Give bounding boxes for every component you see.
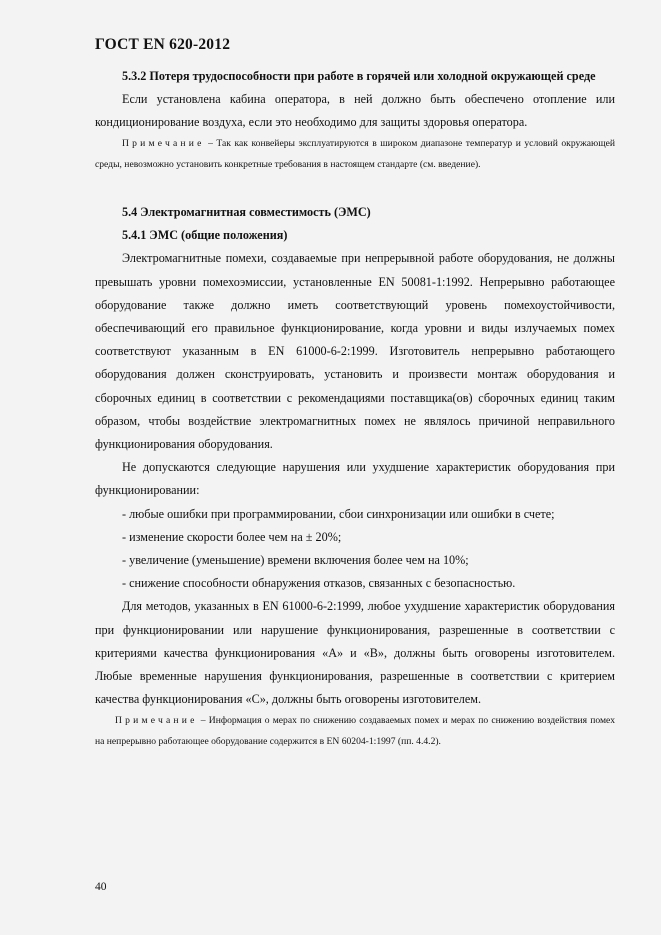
note-text: – Информация о мерах по снижению создаваемых помех и мерах по снижению воздействия помех на непрерывно работающее оборудование содержится в EN 60204-1:1997 (пп. 4.4.2). — [95, 715, 615, 747]
section-5-4-1-paragraph-1: Электромагнитные помехи, создаваемые при непрерывной работе оборудования, не должны превышать уровни помехоэмиссии, установленные EN 50081-1:1992. Непрерывно работающее оборудование также должно иметь соответствующий уровень помехоустойчивости, обеспечивающий его правильное функционирование, когда уровни и виды излучаемых помех соответствуют указанным в EN 61000-6-2:1999. Изготовитель непрерывно работающего оборудования должен сконструировать, установить и произвести монтаж оборудования и сборочных единиц в соответствии с рекомендациями поставщика(ов) сборочных единиц таким образом, чтобы воздействие электромагнитных помех не являлось причиной неправильного функционирования оборудования. — [95, 251, 615, 452]
section-5-3-2-heading: 5.3.2 Потеря трудоспособности при работе в горячей или холодной окружающей среде — [122, 69, 596, 83]
section-5-3-2-paragraph: Если установлена кабина оператора, в ней должно быть обеспечено отопление или кондиционирование воздуха, если это необходимо для защиты здоровья оператора. — [95, 92, 615, 130]
page-number: 40 — [95, 881, 107, 893]
section-5-4-1-paragraph-3: Для методов, указанных в EN 61000-6-2:1999, любое ухудшение характеристик оборудования при функционировании или нарушение функционирования, разрешенные в соответствии с критериями качества функционирования «А» и «В», должны быть оговорены изготовителем. Любые временные нарушения функционирования, разрешенные в соответствии с критерием качества функционирования «С», должны быть оговорены изготовителем. — [95, 599, 615, 707]
page-content — [95, 65, 615, 752]
list-item: - снижение способности обнаружения отказов, связанных с безопасностью. — [122, 576, 516, 591]
section-5-4-heading: 5.4 Электромагнитная совместимость (ЭМС) — [122, 205, 371, 220]
note-text: – Так как конвейеры эксплуатируются в широком диапазоне температур и условий окружающей среды, невозможно установить конкретные требования в настоящем стандарте (см. введение). — [95, 138, 615, 170]
list-item: - любые ошибки при программировании, сбои синхронизации или ошибки в счете; — [122, 506, 555, 521]
section-5-4-1-paragraph-2: Не допускаются следующие нарушения или ухудшение характеристик оборудования при функционировании: — [95, 460, 615, 498]
list-item: - изменение скорости более чем на ± 20%; — [122, 529, 342, 544]
section-5-3-2-note — [95, 134, 615, 175]
note-label: Примечание — [122, 138, 205, 150]
note-label: Примечание — [115, 715, 198, 727]
list-item: - увеличение (уменьшение) времени включения более чем на 10%; — [122, 553, 469, 568]
section-5-4-1-heading: 5.4.1 ЭМС (общие положения) — [122, 228, 288, 243]
section-5-4-1-note — [95, 711, 615, 752]
document-code: ГОСТ EN 620-2012 — [95, 36, 231, 53]
